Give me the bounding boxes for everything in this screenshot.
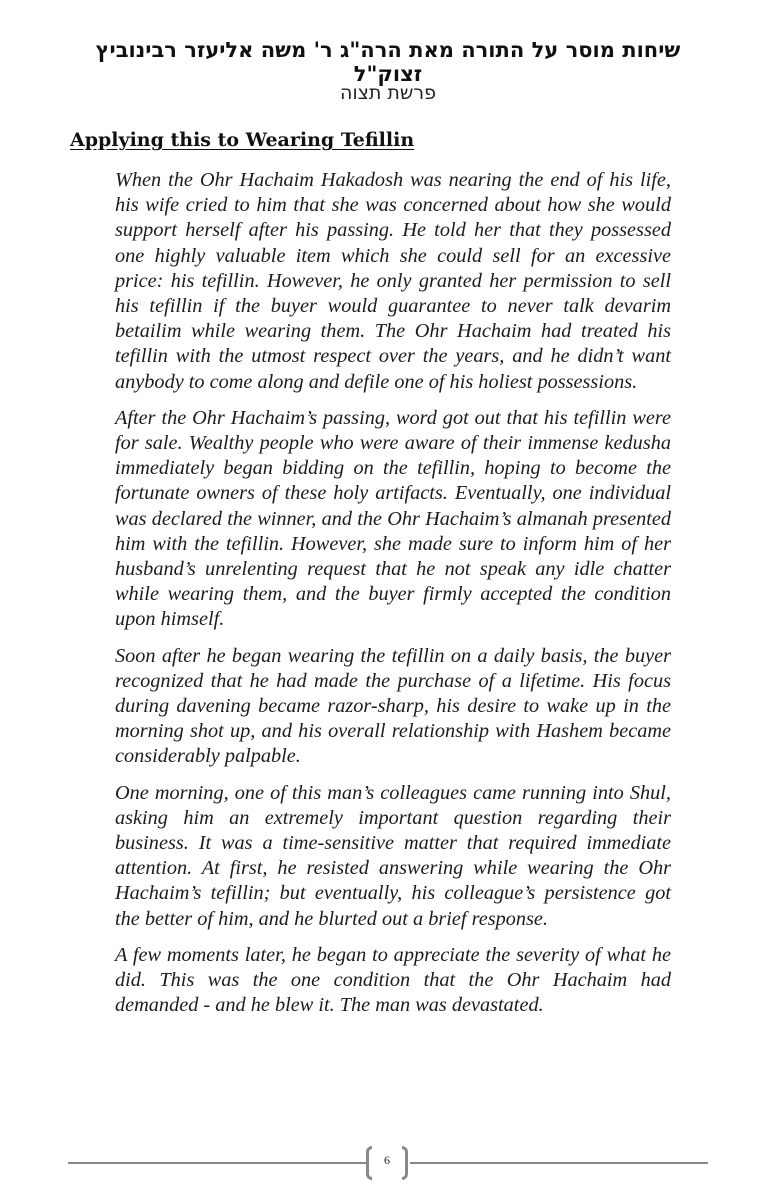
story-body [115,168,671,1030]
page-footer [68,1146,708,1180]
right-brace-icon [402,1146,408,1180]
paragraph: When the Ohr Hachaim Hakadosh was nearing the end of his life, his wife cried to him that she was concerned about how she would support herself after his passing. He told her that they possessed one highly valuable item which she could sell for an excessive price: his tefillin. However, he only granted her permission to sell his tefillin if the buyer would guarantee to never talk devarim betailim while wearing them. The Ohr Hachaim had treated his tefillin with the utmost respect over the years, and he didn’t want anybody to come along and defile one of his holiest possessions. [115,169,671,393]
paragraph: Soon after he began wearing the tefillin on a daily basis, the buyer recognized that he had made the purchase of a lifetime. His focus during davening became razor-sharp, his desire to wake up in the morning shot up, and his overall relationship with Hashem became considerably palpable. [115,644,671,768]
page-number: 6 [384,1153,390,1167]
paragraph: A few moments later, he began to appreciate the severity of what he did. This was the one condition that the Ohr Hachaim had demanded - and he blew it. The man was devastated. [115,943,671,1017]
paragraph: After the Ohr Hachaim’s passing, word got out that his tefillin were for sale. Wealthy people who were aware of their immense kedusha immediately began bidding on the tefillin, hoping to become the fortunate owners of these holy artifacts. Eventually, one individual was declared the winner, and the Ohr Hachaim’s almanah presented him with the tefillin. However, she made sure to inform him of her husband’s unrelenting request that he not speak any idle chatter while wearing them, and the buyer firmly accepted the condition upon himself. [115,406,671,631]
footer-rule-right [410,1162,708,1164]
running-header-title: שיחות מוסר על התורה מאת הרה"ג ר' משה אליעזר רבינוביץ זצוק"ל [95,38,681,86]
section-heading: Applying this to Wearing Tefillin [70,129,415,151]
footer-rule-left [68,1162,368,1164]
running-header-parsha: פרשת תצוה [340,82,436,104]
paragraph: One morning, one of this man’s colleagues came running into Shul, asking him an extremely important question regarding their business. It was a time-sensitive matter that required immediate attention. At first, he resisted answering while wearing the Ohr Hachaim’s tefillin; but eventually, his colleague’s persistence got the better of him, and he blurted out a brief response. [115,781,671,930]
